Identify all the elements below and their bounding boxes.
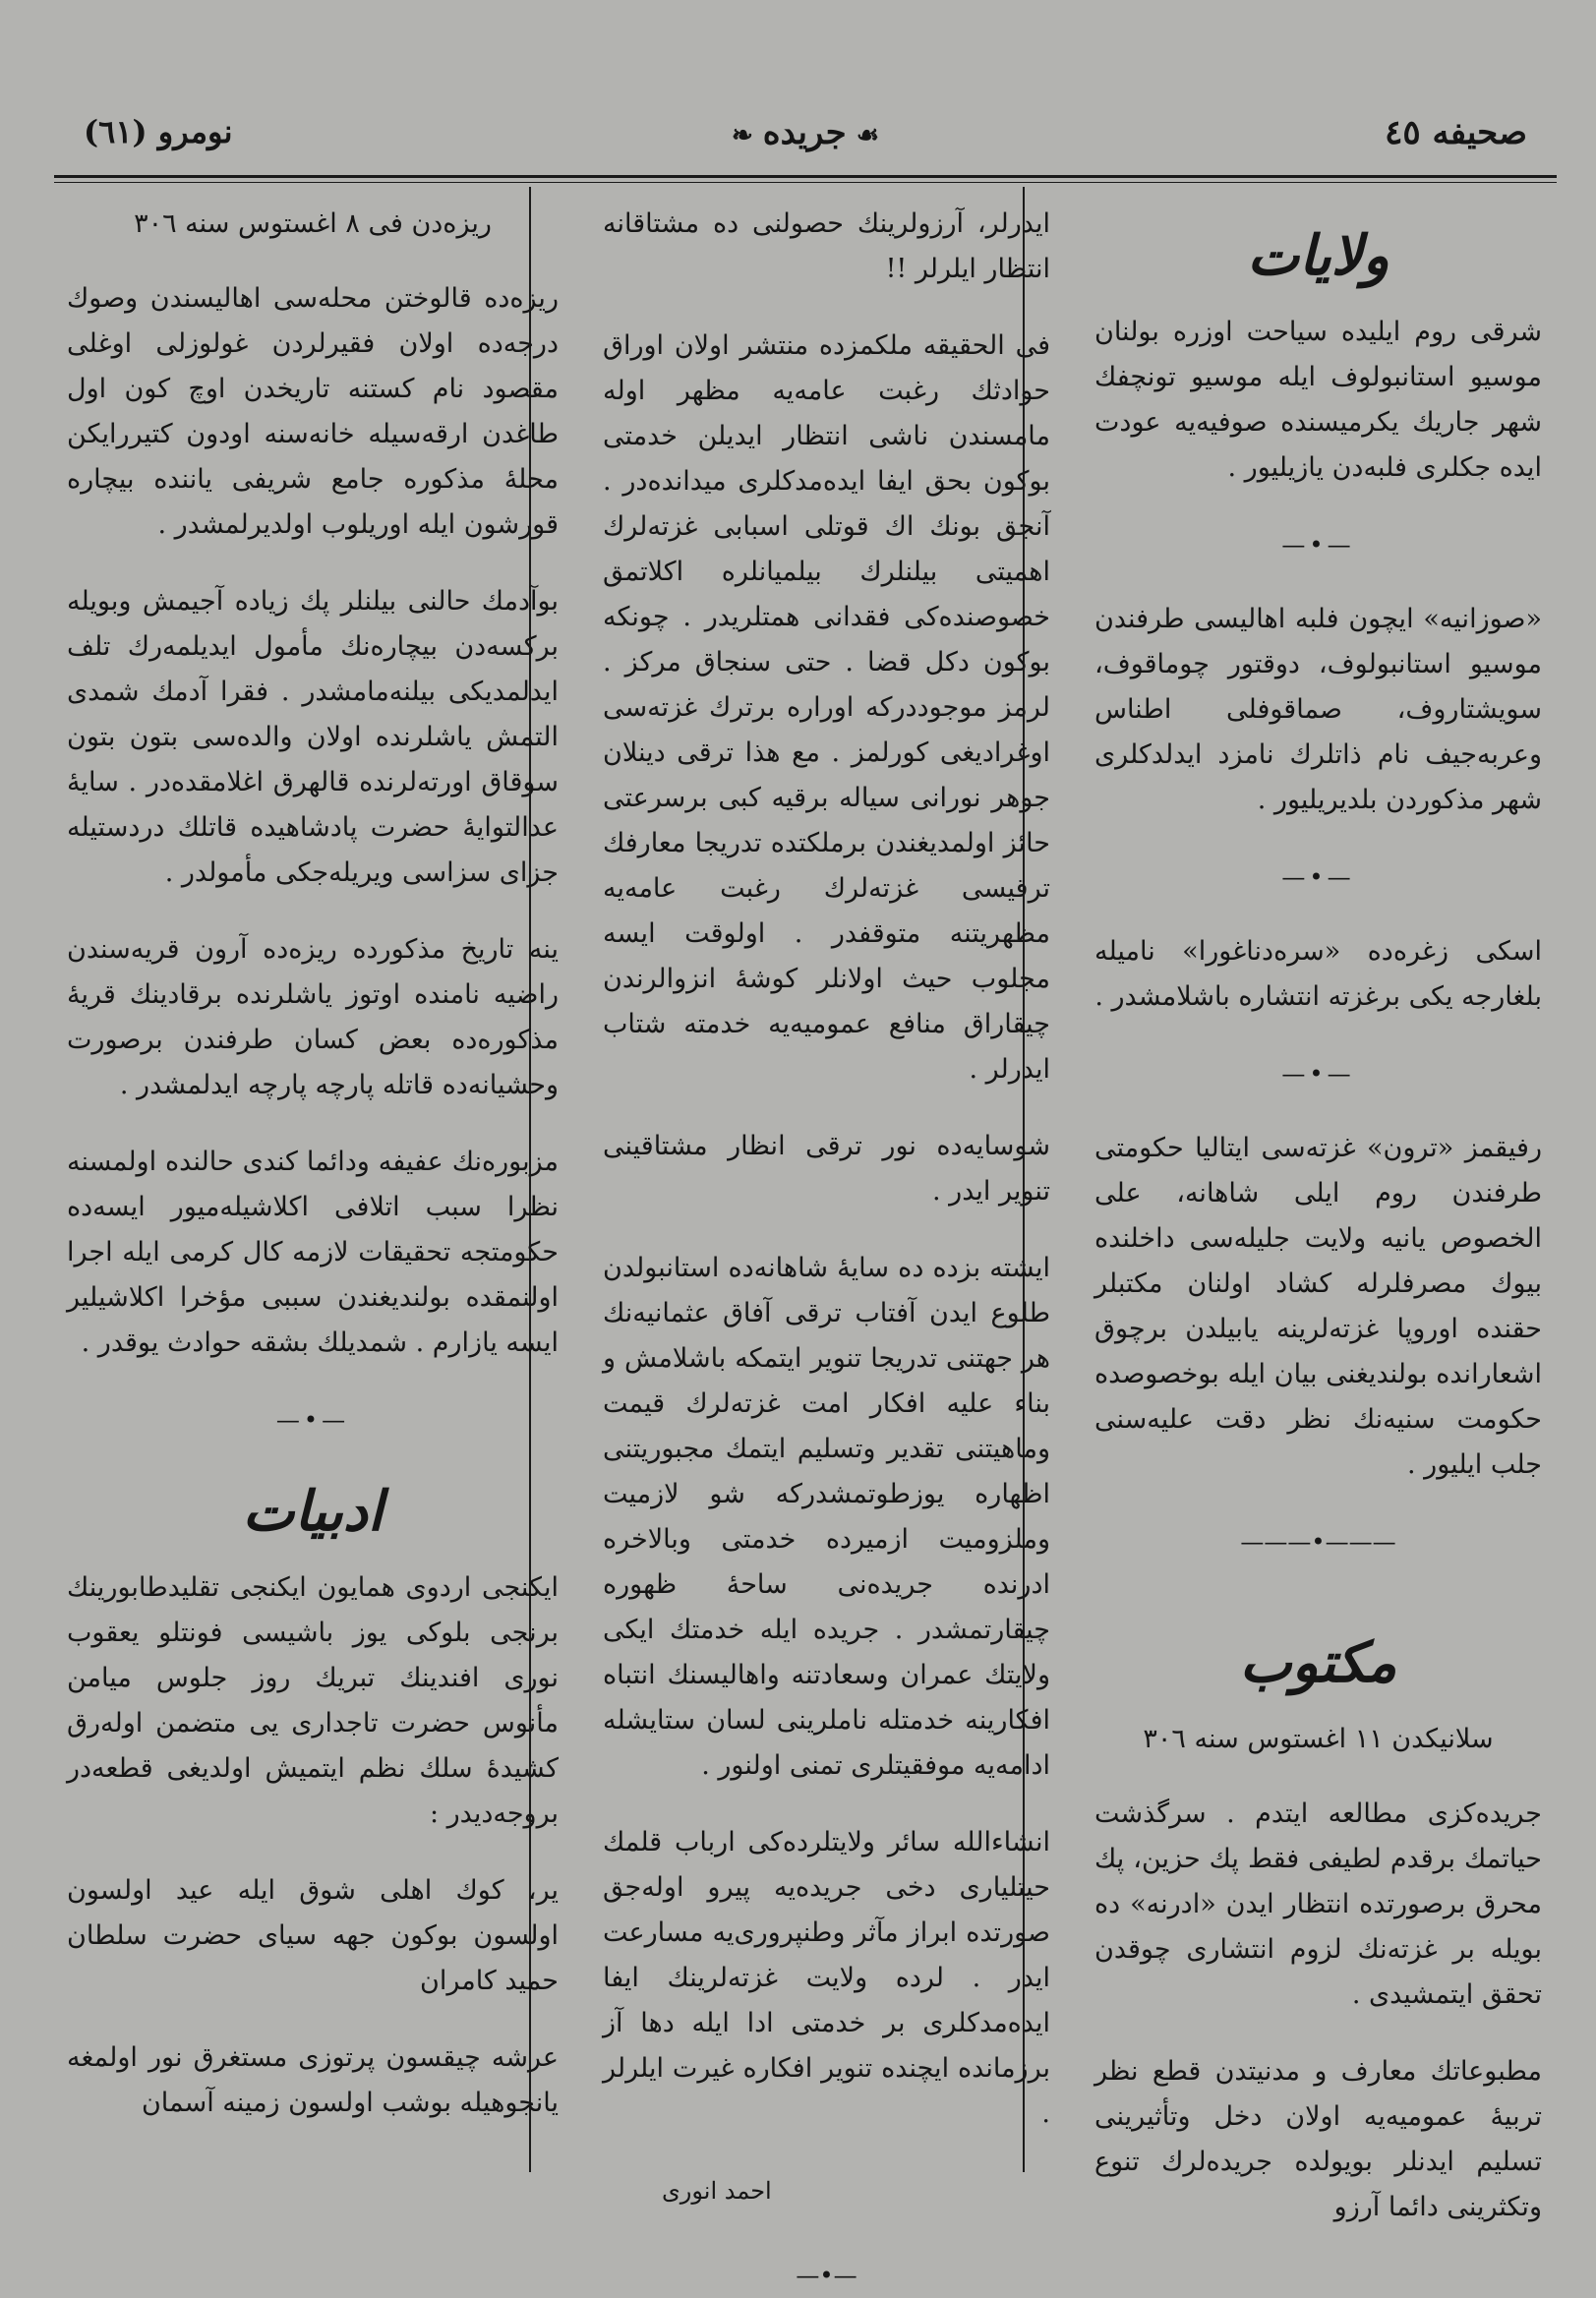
column-right [1094, 202, 1542, 2222]
article-paragraph: انشاءالله سائر ولایتلرده‌كی ارباب قلمك حیتلیاری دخی جریده‌یه پیرو اوله‌جق صورتده ابراز مآثر وطنپروری‌یه مسارعت ایدر . لرده ولایت غزته‌لرینك ایفا ایده‌مدكلری بر خدمتی ادا ایله دها آز برزمانده ایچنده تنویر افكاره غیرت ایلرلر . [603, 1827, 1050, 2129]
article-paragraph: ایشته بزده ده سایهٔ شاهانه‌ده استانبولدن طلوع ایدن آفتاب ترقی آفاق عثمانیه‌نك هر جهتنی تدریجا تنویر ایتمكه باشلامش و بناء علیه افكار امت غزته‌لرك قیمت وماهیتنی تقدیر وتسلیم ایتمك مجبوریتنی اظهاره یوزطوتمشدركه شو لازمیت وملزومیت ازمیرده خدمتی وبالاخره ادرنده جریده‌نی ساحهٔ ظهوره چیقارتمشدر . جریده ایله خدمتك ایكی ولایتك عمران وسعادتنه واهالیسنك انتباه افكارینه خدمتله ناملرینی لسان ستایشله ادامه‌یه موفقیتلری تمنی اولنور . [603, 1253, 1050, 1781]
article-paragraph: «صوزانیه» ایچون فلبه اهالیسی طرفندن موسیو استانبولوف، دوقتور چوماقوف، سویشتاروف، صماقوفلی اطناس وعربه‌جیف نام ذاتلرك نامزد ایدلدكلری شهر مذكوردن بلدیریلیور . [1094, 604, 1542, 815]
header-rule [54, 175, 1557, 178]
separator-ornament: —•— [1281, 863, 1355, 891]
section-title-literature: ادبیات [242, 1479, 384, 1544]
masthead-title: جریده [762, 113, 847, 152]
page-number: صحیفه ٤٥ [1385, 113, 1527, 152]
masthead-ornament-left-icon: ❧ [731, 121, 753, 150]
separator-ornament: —•— [1281, 1060, 1355, 1088]
masthead-ornament-right-icon: ☙ [856, 121, 880, 150]
separator-ornament: —•— [275, 1406, 350, 1434]
article-paragraph: ایكنجی اردوی همایون ایكنجی تقلیدطابورینك برنجی بلوكی یوز باشیسی فونتلو یعقوب نوری افندینك تبریك روز جلوس میامن مأنوس حضرت تاجداری یی متضمن اوله‌رق كشیدهٔ سلك نظم ایتمیش اولدیغی قطعه‌در بروجه‌دیدر : [67, 1572, 559, 1829]
author-signature: احمد انوری [662, 2177, 772, 2205]
header-rule-thin [54, 182, 1557, 183]
page-header [54, 113, 1557, 182]
dateline: ریزه‌دن فی ٨ اغستوس سنه ٣٠٦ [134, 208, 492, 239]
dateline: سلانیكدن ١١ اغستوس سنه ٣٠٦ [1143, 1724, 1494, 1754]
article-paragraph: شرقی روم ایلیده سیاحت اوزره بولنان موسیو استانبولوف ایله موسیو تونچفك شهر جاریك یكرمیسنده صوفیه‌یه عودت ایده جكلری فلبه‌دن یازیلیور . [1094, 317, 1542, 483]
separator-ornament: —•— [1281, 531, 1355, 559]
column-middle [603, 202, 1050, 2289]
article-paragraph: مطبوعاتك معارف و مدنیتدن قطع نظر تربیهٔ عمومیه‌یه اولان دخل وتأثیرینی تسلیم ایدنلر بویولده جریده‌لرك تنوع وتكثرینی دائما آرزو [1094, 2056, 1542, 2222]
poem-verse: عرشه چیقسون پرتوزی مستغرق نور اولمغه یانجوهیله بوشب اولسون زمینه آسمان [67, 2042, 559, 2118]
column-left [67, 202, 559, 2172]
masthead [722, 113, 889, 152]
separator-ornament: —•— [796, 2262, 857, 2289]
article-paragraph: ریزه‌ده قالوختن محله‌سی اهالیسندن وصوك درجه‌ده اولان فقیرلردن غولوزلی اوغلی مقصود نام كستنه تاریخدن اوچ كون اول طاغدن ارقه‌سیله خانه‌سنه اودون كتیررایكن محلهٔ مذكوره جامع شریفی یاننده بیچاره قورشون ایله اوریلوب اولدیرلمشدر . [67, 283, 559, 540]
article-paragraph: شوسایه‌ده نور ترقی انظار مشتاقینی تنویر ایدر . [603, 1131, 1050, 1207]
section-title-provinces: ولایات [1247, 223, 1389, 288]
article-paragraph: فی الحقیقه ملكمزده منتشر اولان اوراق حوادثك رغبت عامه‌یه مظهر اوله مامسندن ناشی انتظار ایدیلن خدمتی بوكون بحق ایفا ایده‌مدكلری میدانده‌در . آنجق بونك اك قوتلی اسبابی غزته‌لرك اهمیتی بیلنلرك بیلمیانلره اكلاتمق خصوصنده‌كی فقدانی همتلریدر . چونكه بوكون دكل قضا . حتی سنجاق مركز . لرمز موجوددركه اوراره برترك غزته‌سی اوغرادیغی كورلمز . مع هذا ترقی دینلان جوهر نورانی سیاله برقیه كبی برسرعتی حائز اولمدیغندن برملكتده تدریجا معارفك ترقیسی غزته‌لرك رغبت عامه‌یه مظهریتنه متوقفدر . اولوقت ایسه مجلوب حیث اولانلر كوشهٔ انزوالرندن چیقاراق منافع عمومیه‌یه خدمته شتاب ایدرلر . [603, 330, 1050, 1085]
separator-ornament-long: ———•——— [1240, 1528, 1396, 1556]
poem-verse: یر، كوك اهلی شوق ایله عید اولسون اولسون بوكون جهه سیای حضرت سلطان حمید كامران [67, 1875, 559, 1996]
article-paragraph: رفیقمز «ترون» غزته‌سی ایتالیا حكومتی طرفندن روم ایلی شاهانه، علی الخصوص یانیه ولایت جلیله‌سی داخلنده بیوك مصرفلرله كشاد اولنان مكتبلر حقنده اوروپا غزته‌لرینه یابیلدن برچوق اشعارانده بولندیغنی بیان ایله بوخصوصده حكومت سنیه‌نك نظر دقت علیه‌سنی جلب ایلیور . [1094, 1133, 1542, 1480]
article-paragraph: اسكی زغره‌ده «سره‌دناغورا» نامیله بلغارجه یكی برغزته انتشاره باشلامشدر . [1094, 936, 1542, 1012]
article-paragraph: ایدرلر، آرزولرینك حصولنی ده مشتاقانه انتظار ایلرلر !! [603, 208, 1050, 284]
article-paragraph: جریده‌كزی مطالعه ایتدم . سرگذشت حیاتمك برقدم لطیفی فقط پك حزین، پك محرق برصورتده انتظار ایدن «ادرنه» ده بویله بر غزته‌نك لزوم انتشاری چوقدن تحقق ایتمشیدی . [1094, 1798, 1542, 2010]
article-paragraph: ینه تاریخ مذكورده ریزه‌ده آرون قریه‌سندن راضیه نامنده اوتوز یاشلرنده برقادینك قریهٔ مذكوره‌ده بعض كسان طرفندن برصورت وحشیانه‌ده قاتله پارچه پارچه ایدلمشدر . [67, 934, 559, 1100]
article-paragraph: بوآدمك حالنی بیلنلر پك زیاده آجیمش وبویله بركسه‌دن بیچاره‌نك مأمول ایدیلمه‌رك تلف ایدلمدیكی بیلنه‌مامشدر . فقرا آدمك شمدی التمش یاشلرنده اولان والده‌سی بتون بتون سوقاق اورته‌لرنده قالهرق اغلامقده‌در . سایهٔ عدالتوایهٔ حضرت پادشاهیده قاتلك دردستیله جزای سزاسی ویریله‌جكی مأمولدر . [67, 586, 559, 888]
article-paragraph: مزبوره‌نك عفیفه ودائما كندی حالنده اولمسنه نظرا سبب اتلافی اكلاشیله‌میور ایسه‌ده حكومتجه تحقیقات لازمه كال كرمی ایله اجرا اولنمقده بولندیغندن سببی مؤخرا اكلاشیلیر ایسه یازارم . شمدیلك بشقه حوادث یوقدر . [67, 1147, 559, 1358]
issue-number: نومرو (٦١) [84, 113, 233, 150]
section-title-letter: مكتوب [1239, 1630, 1397, 1695]
